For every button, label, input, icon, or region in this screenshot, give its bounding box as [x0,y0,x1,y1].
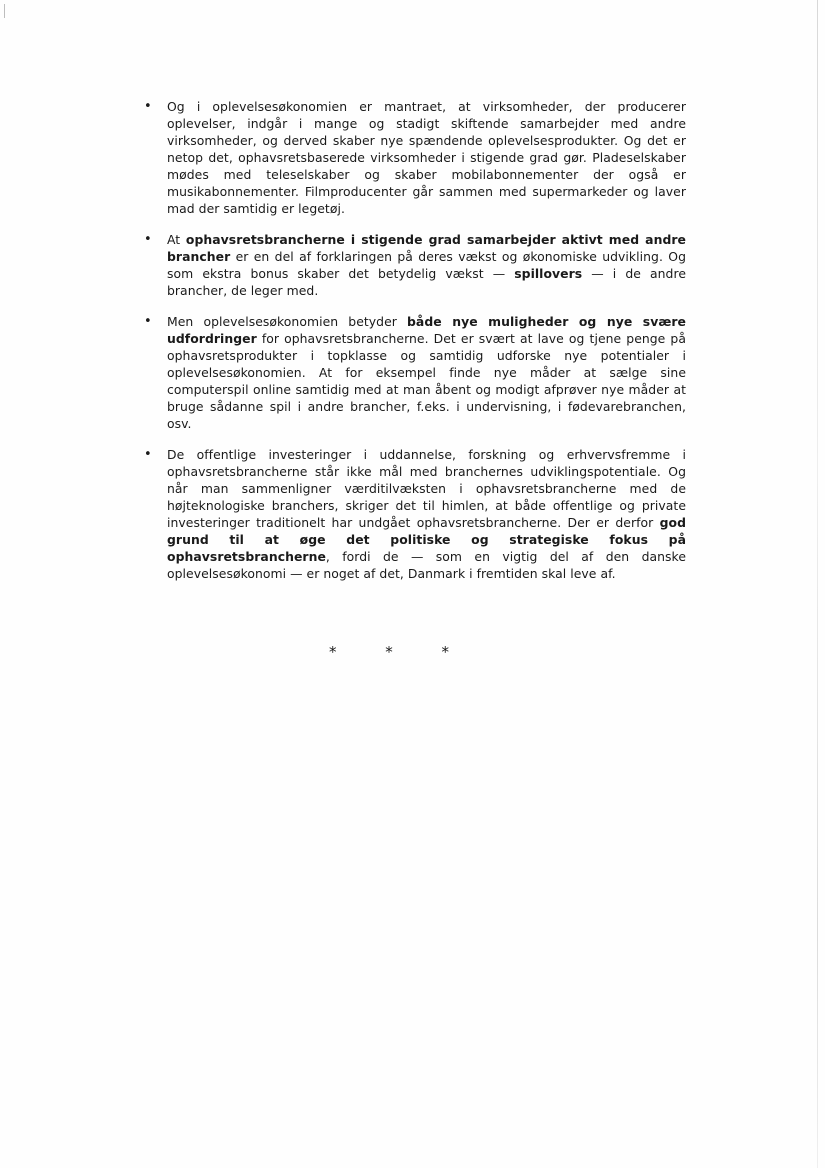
emphasis-text: spillovers [514,266,583,281]
paragraph-text: De offentlige investeringer i uddannelse, forskning og erhvervsfremme i ophavsretsbrancherne står ikke mål med branchernes udviklingspotentiale. Og når man sammenligner værditilvæksten i ophavsretsbrancherne med de højteknologiske branchers, skriger det til himlen, at både offentlige og private investeringer traditionelt har undgået ophavsretsbrancherne. Der er derfor [167,447,686,530]
scan-artifact [4,4,5,18]
bullet-item [144,313,686,432]
bullet-item [144,98,686,217]
bullet-icon: • [144,314,152,329]
bullet-paragraph [167,98,686,217]
emphasis-text: både nye muligheder og nye svære udfordringer [167,314,687,346]
scan-edge [817,0,818,1168]
bullet-item [144,446,686,582]
bullet-item [144,231,686,299]
bullet-paragraph [167,313,686,432]
emphasis-text: ophavsretsbrancherne i stigende grad samarbejder aktivt med andre brancher [167,232,686,264]
emphasis-text: god grund til at øge det politiske og strategiske fokus på ophavsretsbrancherne [167,515,686,564]
bullet-list [144,98,686,596]
paragraph-text: Og i oplevelsesøkonomien er mantraet, at virksomheder, der producerer oplevelser, indgår i mange og stadigt skiftende samarbejder med andre virksomheder, og derved skaber nye spændende oplevelsesprodukter. Og det er netop det, ophavsretsbaserede virksomheder i stigende grad gør. Pladeselskaber mødes med teleselskaber og skaber mobilabonnementer der også er musikabonnementer. Filmproducenter går sammen med supermarkeder og laver mad der samtidig er legetøj. [167,99,686,216]
bullet-icon: • [144,232,152,247]
paragraph-text: for ophavsretsbrancherne. Det er svært at lave og tjene penge på ophavsretsprodukter i topklasse og samtidig udforske nye potentialer i oplevelsesøkonomien. At for eksempel finde nye måder at sælge sine computerspil online samtidig med at man åbent og modigt afprøver nye måder at bruge sådanne spil i andre brancher, f.eks. i undervisning, i fødevarebranchen, osv. [167,331,686,431]
bullet-icon: • [144,99,152,114]
paragraph-text: er en del af forklaringen på deres vækst og økonomiske udvikling. Og som ekstra bonus skaber det betydelig vækst — [167,249,686,281]
paragraph-text: At [167,232,186,247]
bullet-paragraph [167,446,686,582]
paragraph-text: Men oplevelsesøkonomien betyder [167,314,408,329]
section-separator: * * * [328,643,472,661]
bullet-paragraph [167,231,686,299]
paragraph-text: — i de andre brancher, de leger med. [167,266,686,298]
bullet-icon: • [144,447,152,462]
paragraph-text: , fordi de — som en vigtig del af den danske oplevelsesøkonomi — er noget af det, Danmark i fremtiden skal leve af. [167,549,686,581]
